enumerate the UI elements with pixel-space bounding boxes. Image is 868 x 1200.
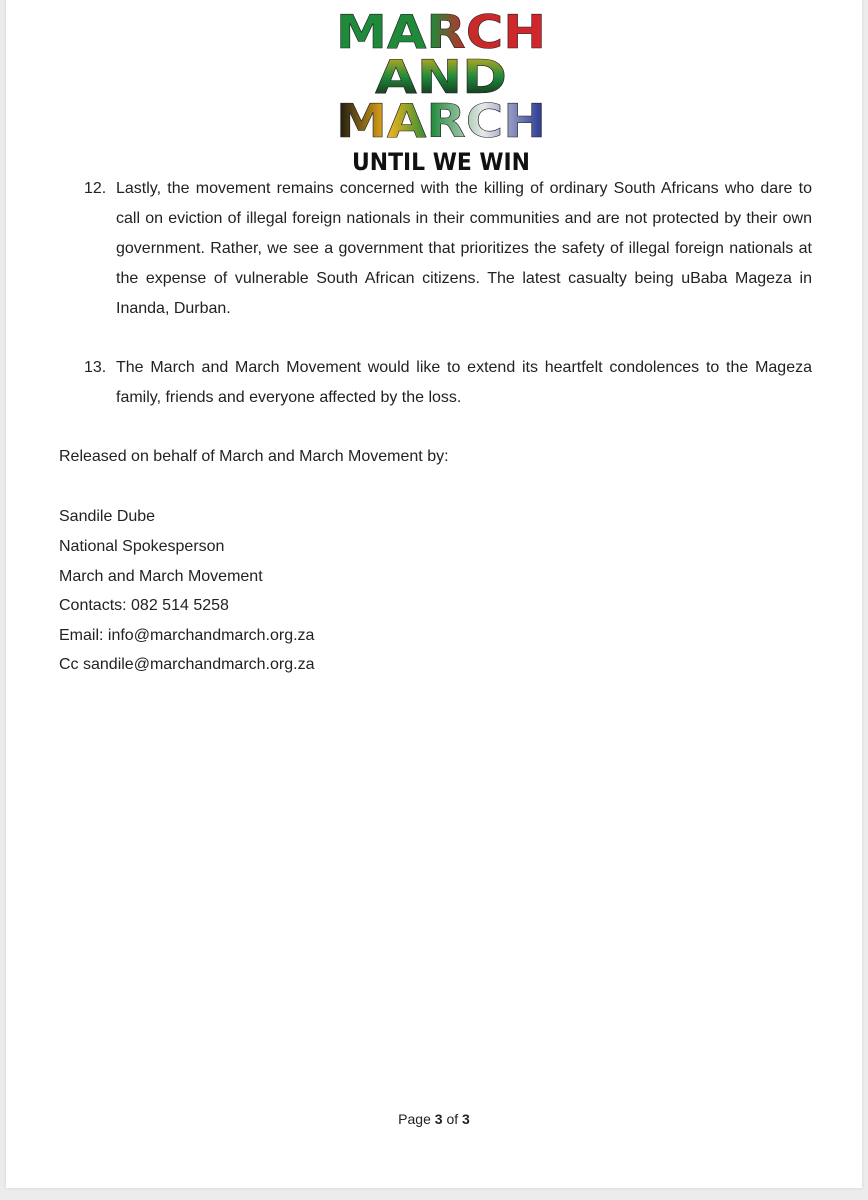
logo-line-2: AND [375,50,507,104]
of-word: of [446,1111,459,1127]
released-on-behalf-line: Released on behalf of March and March Movement by: [59,448,449,465]
document-page [6,0,862,1188]
total-pages: 3 [462,1111,470,1127]
logo-tagline: UNTIL WE WIN [352,148,530,176]
signature-contacts: Contacts: 082 514 5258 [59,597,229,614]
march-and-march-logo [332,4,550,176]
list-item-13 [84,353,812,413]
signature-name: Sandile Dube [59,508,156,525]
current-page: 3 [434,1111,443,1127]
signature-title: National Spokesperson [59,538,225,555]
logo-line-1: MARCH [336,5,546,59]
signature-email: Email: info@marchandmarch.org.za [59,627,315,644]
list-item-text: The March and March Movement would like to extend its heartfelt condolences to the Mageza family, friends and everyone affected by the loss. [116,359,812,406]
page-number [6,1111,862,1127]
logo-line-3: MARCH [336,94,546,148]
list-item-text: Lastly, the movement remains concerned with the killing of ordinary South Africans who dare to call on eviction of illegal foreign nationals in their communities and are not protected by their own government. Rather, we see a government that prioritizes the safety of illegal foreign nationals at the expense of vulnerable South African citizens. The latest casualty being uBaba Mageza in Inanda, Durban. [116,180,812,317]
signature-cc: Cc sandile@marchandmarch.org.za [59,656,315,673]
signature-organization: March and March Movement [59,568,263,585]
list-item-number: 12. [84,180,107,197]
list-item-number: 13. [84,359,107,376]
list-item-12 [84,174,812,324]
page-word: Page [398,1111,431,1127]
